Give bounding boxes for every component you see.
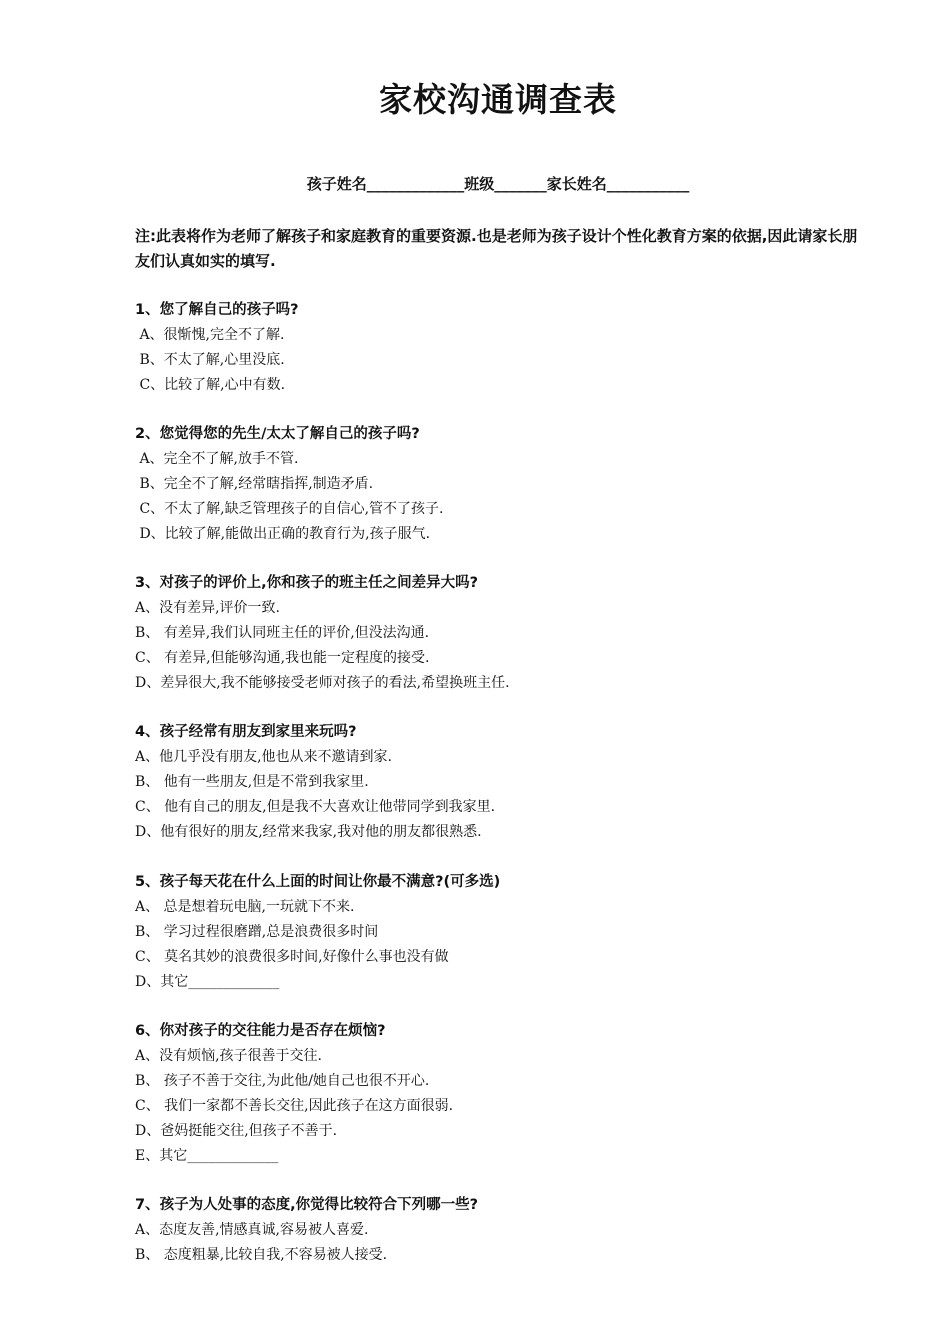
option-e: E、其它_____________ — [135, 1148, 279, 1164]
option-c: C、比较了解,心中有数. — [135, 377, 286, 393]
option-a: A、 总是想着玩电脑,一玩就下不来. — [135, 899, 355, 915]
question-6 — [135, 1019, 895, 1169]
option-a: A、态度友善,情感真诚,容易被人喜爱. — [135, 1222, 369, 1238]
question-title: 1、您了解自己的孩子吗? — [135, 302, 299, 318]
option-b: B、 孩子不善于交往,为此他/她自己也很不开心. — [135, 1073, 430, 1089]
question-title: 2、您觉得您的先生/太太了解自己的孩子吗? — [135, 426, 420, 442]
option-a: A、他几乎没有朋友,他也从来不邀请到家. — [135, 749, 393, 765]
question-title: 4、孩子经常有朋友到家里来玩吗? — [135, 724, 357, 740]
option-c: C、不太了解,缺乏管理孩子的自信心,管不了孩子. — [135, 501, 444, 517]
option-d: D、比较了解,能做出正确的教育行为,孩子服气. — [135, 526, 431, 542]
option-b: B、 他有一些朋友,但是不常到我家里. — [135, 774, 369, 790]
intro-note: 注:此表将作为老师了解孩子和家庭教育的重要资源.也是老师为孩子设计个性化教育方案的依据,因此请家长朋友们认真如实的填写. — [135, 227, 858, 270]
option-a: A、没有差异,评价一致. — [135, 600, 281, 616]
option-c: C、 他有自己的朋友,但是我不大喜欢让他带同学到我家里. — [135, 799, 496, 815]
option-d: D、差异很大,我不能够接受老师对孩子的看法,希望换班主任. — [135, 675, 510, 691]
question-2 — [135, 422, 895, 547]
option-b: B、完全不了解,经常瞎指挥,制造矛盾. — [135, 476, 374, 492]
option-a: A、完全不了解,放手不管. — [135, 451, 299, 467]
option-b: B、 学习过程很磨蹭,总是浪费很多时间 — [135, 924, 379, 940]
option-a: A、很惭愧,完全不了解. — [135, 327, 285, 343]
option-b: B、不太了解,心里没底. — [135, 352, 285, 368]
option-d: D、其它_____________ — [135, 974, 280, 990]
question-title: 5、孩子每天花在什么上面的时间让你最不满意?(可多选) — [135, 874, 501, 890]
option-b: B、 有差异,我们认同班主任的评价,但没法沟通. — [135, 625, 430, 641]
question-3 — [135, 571, 895, 696]
option-b: B、 态度粗暴,比较自我,不容易被人接受. — [135, 1247, 388, 1263]
question-title: 3、对孩子的评价上,你和孩子的班主任之间差异大吗? — [135, 575, 479, 591]
option-a: A、没有烦恼,孩子很善于交往. — [135, 1048, 323, 1064]
option-d: D、爸妈挺能交往,但孩子不善于. — [135, 1123, 338, 1139]
student-info-line: 孩子姓名_____________班级_______家长姓名___________ — [306, 175, 690, 193]
question-5 — [135, 870, 895, 995]
question-1 — [135, 298, 895, 398]
page-title: 家校沟通调查表 — [379, 80, 617, 119]
question-title: 6、你对孩子的交往能力是否存在烦恼? — [135, 1023, 386, 1039]
option-c: C、 有差异,但能够沟通,我也能一定程度的接受. — [135, 650, 430, 666]
option-c: C、 我们一家都不善长交往,因此孩子在这方面很弱. — [135, 1098, 454, 1114]
option-c: C、 莫名其妙的浪费很多时间,好像什么事也没有做 — [135, 949, 449, 965]
question-7 — [135, 1193, 895, 1268]
option-d: D、他有很好的朋友,经常来我家,我对他的朋友都很熟悉. — [135, 824, 482, 840]
question-title: 7、孩子为人处事的态度,你觉得比较符合下列哪一些? — [135, 1197, 479, 1213]
question-4 — [135, 720, 895, 845]
